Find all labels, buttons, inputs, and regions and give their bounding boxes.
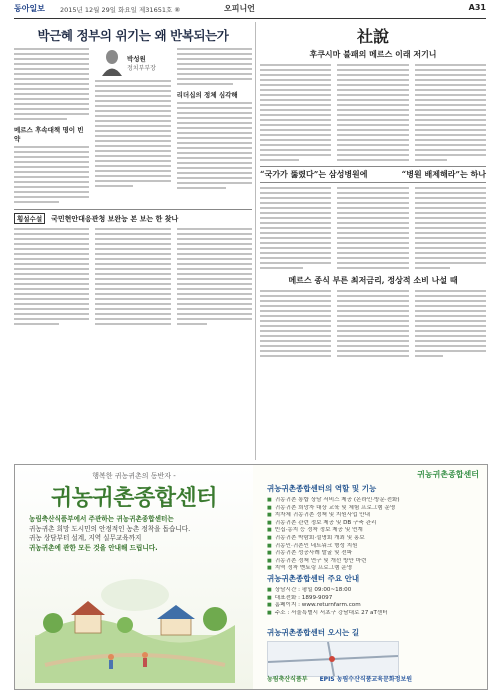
author-title: 정치부부장	[126, 65, 156, 72]
column-box-body	[14, 228, 252, 325]
editorial-quote-left: “국가가 뚫렸다”는 삼성병원에	[260, 169, 368, 179]
editorial-quote-right: “병원 배제해라”는 하나	[401, 169, 486, 179]
editorial-3-body	[260, 290, 486, 357]
ad-info-role-item: ■ 귀농귀촌 통합 상담 서비스 제공 (온라인·방문·전화)	[267, 497, 481, 505]
ad-info-roles-head: 귀농귀촌종합센터의 역할 및 기능	[267, 484, 377, 493]
author-byline	[101, 48, 165, 78]
ad-body-line-1: 농림축산식품부에서 주관하는 귀농귀촌종합센터는	[29, 515, 174, 523]
column-text-2	[95, 48, 170, 203]
ad-info-role-item: ■ 귀농귀촌 정책 연구 및 개선 방안 마련	[267, 558, 481, 566]
column-headline: 박근혜 정부의 위기는 왜 반복되는가	[37, 28, 229, 43]
editorial-kanji: 社說	[356, 27, 389, 46]
ad-info-contact-item: ■ 홈페이지 : www.returnfarm.com	[267, 602, 481, 610]
editorial-title-3: 메르스 종식 부른 최저금리, 정상적 소비 나설 때	[288, 275, 458, 285]
village-illustration	[35, 565, 235, 683]
ad-info-contact-head: 귀농귀촌종합센터 주요 안내	[267, 574, 360, 583]
editorial-section	[260, 24, 486, 357]
ad-info-role-item: ■ 귀농귀촌 박람회·설명회 개최 및 홍보	[267, 535, 481, 543]
column-subhead-2: 메르스 후속대책 명이 빈약	[14, 126, 84, 143]
ad-info-panel	[259, 465, 487, 689]
page-header	[14, 2, 486, 19]
ad-body-line-4: 귀농귀촌에 관한 모든 것을 안내해 드립니다.	[29, 543, 158, 552]
ad-info-role-item: ■ 귀농귀촌 성공사례 발굴 및 전파	[267, 550, 481, 558]
map-icon	[268, 642, 398, 676]
sponsor-epis: EPIS 농림수산식품교육문화정보원	[319, 676, 413, 683]
ad-sponsors	[267, 674, 479, 683]
ad-info-roles	[267, 483, 481, 573]
editorial-quote-bar	[260, 166, 486, 183]
ad-info-role-item: ■ 빈집·농지 등 정착 정보 제공 및 연계	[267, 527, 481, 535]
ad-info-role-item: ■ 지자체 귀농귀촌 정책 및 지원사업 안내	[267, 512, 481, 520]
column-body	[14, 48, 252, 203]
ad-body-line-2: 귀농귀촌 희망 도시민의 안정적인 농촌 정착을 돕습니다.	[29, 524, 191, 533]
editorial-title-1: 후쿠시마 불패의 메르스 이래 저기니	[309, 49, 437, 59]
advertisement	[14, 464, 488, 690]
editorial-2-body	[260, 187, 486, 269]
ad-info-contact-item: ■ 주소 : 서울특별시 서초구 강남대로 27 aT센터	[267, 610, 481, 618]
ad-logo: 귀농귀촌종합센터	[417, 470, 479, 479]
column-text-3	[177, 48, 252, 203]
column-box-header	[14, 209, 252, 224]
column-text-1	[14, 48, 89, 203]
ad-info-role-item: ■ 귀농귀촌 관련 정보 제공 및 DB 구축 관리	[267, 520, 481, 528]
ad-info-contact	[267, 573, 481, 617]
column-article	[14, 24, 252, 325]
ad-info-contact-item: ■ 상담시간 : 평일 09:00~18:00	[267, 587, 481, 595]
section-name: 오피니언	[224, 4, 255, 13]
ad-body	[29, 515, 243, 553]
ad-info-role-item: ■ 귀농인·귀촌인 네트워크 형성 지원	[267, 543, 481, 551]
column-box-title: 국민현안대응관청 보완능 본 보는 한 찾나	[51, 214, 179, 223]
editorial-1-body	[260, 64, 486, 161]
ad-location-map	[267, 641, 399, 677]
author-photo	[101, 48, 123, 76]
ad-info-contact-item: ■ 대표전화 : 1899-9097	[267, 595, 481, 603]
ad-body-line-3: 귀농 상담부터 설계, 지역 실무교육까지	[29, 534, 142, 542]
issue-date: 2015년 12월 29일 화요일 제31651호 ⑧	[60, 6, 181, 14]
ad-info-role-item: ■ 귀농귀촌 희망자 대상 교육 및 체험 프로그램 운영	[267, 505, 481, 513]
ad-info-role-item: ■ 지역 정착 멘토링 프로그램 운영	[267, 565, 481, 573]
page-number: A31	[468, 3, 486, 12]
column-divider	[255, 22, 256, 460]
ad-kicker: 행복한 귀농귀촌의 동반자 -	[92, 472, 176, 480]
editorial-header	[260, 24, 486, 47]
column-subhead-1: 리더십의 정체 심각해	[176, 91, 238, 99]
sponsor-ministry: 농림축산식품부	[267, 676, 308, 683]
ad-title: 귀농귀촌종합센터	[50, 486, 218, 511]
ad-main-panel	[15, 465, 253, 689]
column-box-tag: 횡설수설	[14, 213, 45, 224]
ad-info-directions	[267, 627, 481, 677]
newspaper-logo: 동아일보	[14, 4, 45, 13]
ad-info-directions-head: 귀농귀촌종합센터 오시는 길	[267, 628, 360, 637]
author-name: 박성원	[126, 55, 146, 63]
